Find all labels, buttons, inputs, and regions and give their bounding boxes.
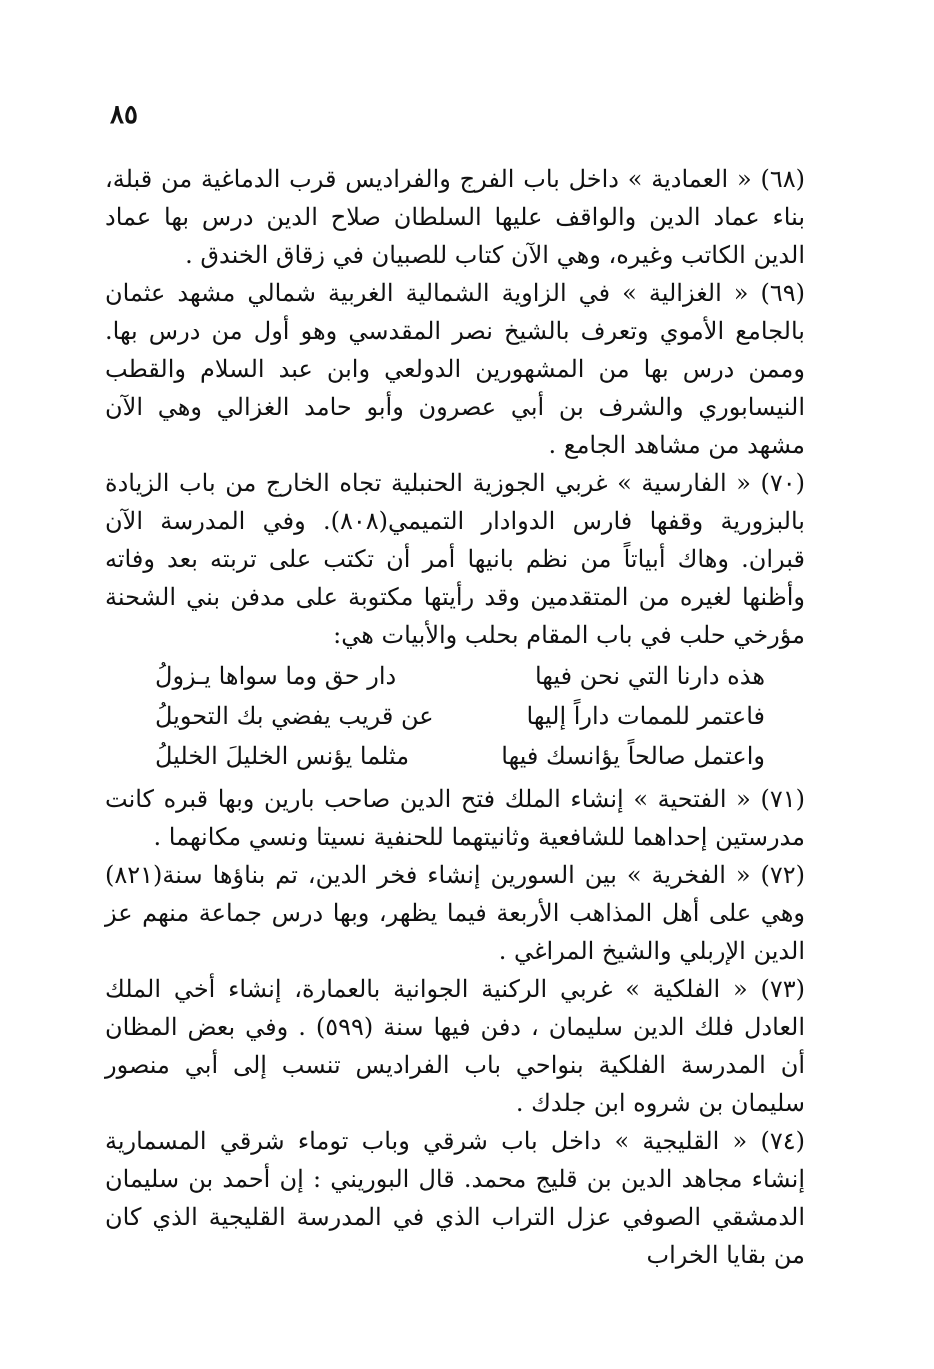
verse-first-hemistich: فاعتمر للممات داراً إليها: [526, 702, 765, 730]
paragraph-69: (٦٩) « الغزالية » في الزاوية الشمالية الغربية شمالي مشهد عثمان بالجامع الأموي وتعرف بالشيخ نصر المقدسي وهو أول من درس بها. وممن درس بها من المشهورين الدولعي وابن عبد السلام والقطب النيسابوري والشرف بن أبي عصرون وأبو حامد الغزالي وهي الآن مشهد من مشاهد الجامع .: [105, 279, 805, 459]
poem-verse: [105, 696, 805, 736]
verse-first-hemistich: واعتمل صالحاً يؤانسك فيها: [501, 742, 765, 770]
page-body: [105, 160, 805, 1274]
poem-verse: [105, 736, 805, 776]
verse-second-hemistich: عن قريب يفضي بك التحويلُ: [155, 702, 434, 730]
paragraph-68: (٦٨) « العمادية » داخل باب الفرج والفراديس قرب الدماغية من قبلة، بناء عماد الدين والواقف عليها السلطان صلاح الدين درس بها عماد الدين الكاتب وغيره، وهي الآن كتاب للصبيان في زقاق الخندق .: [105, 165, 805, 269]
poem: [105, 656, 805, 776]
paragraph-72: (٧٢) « الفخرية » بين السورين إنشاء فخر الدين، تم بناؤها سنة(٨٢١) وهي على أهل المذاهب الأربعة فيما يظهر، وبها درس جماعة منهم عز الدين الإربلي والشيخ المراغي .: [105, 861, 805, 965]
verse-first-hemistich: هذه دارنا التي نحن فيها: [534, 662, 765, 690]
verse-second-hemistich: دار حق وما سواها يـزولُ: [155, 662, 397, 690]
paragraph-71: (٧١) « الفتحية » إنشاء الملك فتح الدين صاحب بارين وبها قبره كانت مدرستين إحداهما للشافعية وثانيتهما للحنفية نسيتا ونسي مكانهما .: [105, 785, 805, 851]
verse-second-hemistich: مثلما يؤنس الخليلَ الخليلُ: [155, 742, 410, 770]
paragraph-74: (٧٤) « القليجية » داخل باب شرقي وباب توماء شرقي المسمارية إنشاء مجاهد الدين بن قليج محمد. قال البوريني : إن أحمد بن سليمان الدمشقي الصوفي عزل التراب الذي في المدرسة القليجية الذي كان من بقايا الخراب: [105, 1127, 805, 1269]
poem-verse: [105, 656, 805, 696]
paragraph-70: (٧٠) « الفارسية » غربي الجوزية الحنبلية تجاه الخارج من باب الزيادة بالبزورية وقفها فارس الدوادار التميمي(٨٠٨). وفي المدرسة الآن قبران. وهاك أبياتاً من نظم بانيها أمر أن تكتب على تربته بعد وفاته وأظنها لغيره من المتقدمين وقد رأيتها مكتوبة على مدفن بني الشحنة مؤرخي حلب في باب المقام بحلب والأبيات هي:: [105, 469, 805, 649]
page-number: ٨٥: [110, 100, 138, 130]
paragraph-73: (٧٣) « الفلكية » غربي الركنية الجوانية بالعمارة، إنشاء أخي الملك العادل فلك الدين سليمان ، دفن فيها سنة (٥٩٩) . وفي بعض المظان أن المدرسة الفلكية بنواحي باب الفراديس تنسب إلى أبي منصور سليمان بن شروه ابن جلدك .: [105, 975, 805, 1117]
